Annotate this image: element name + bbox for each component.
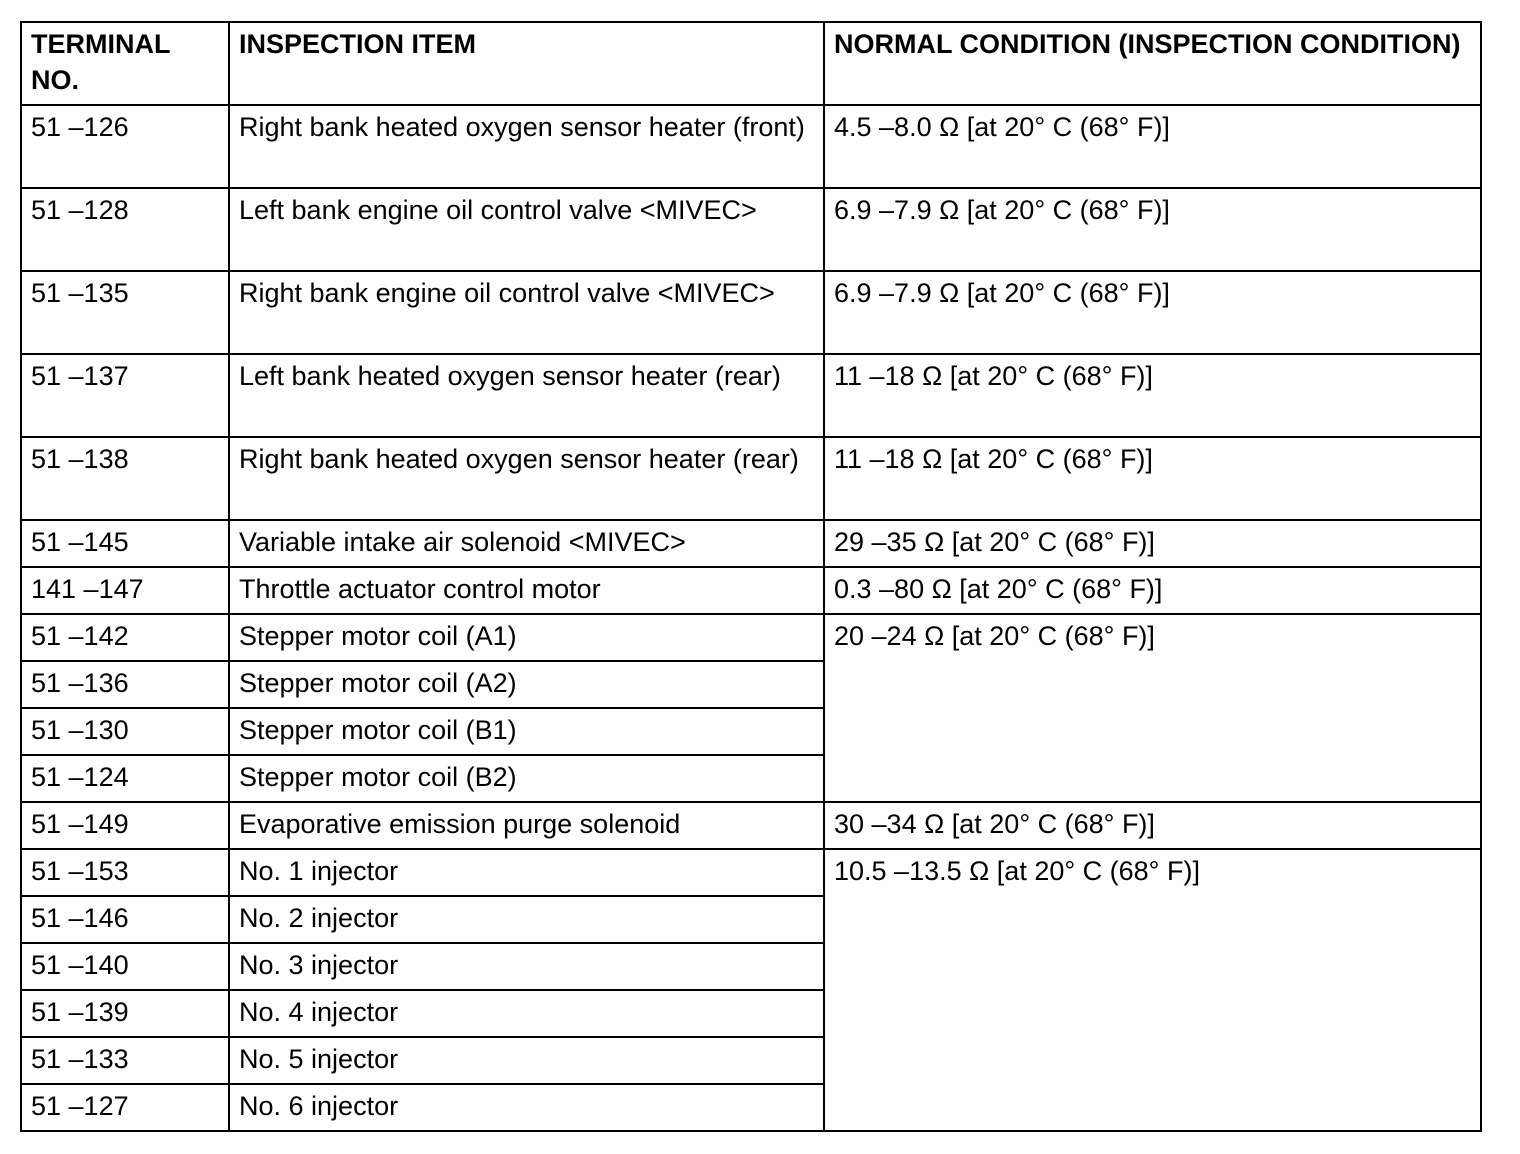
header-normal-condition: NORMAL CONDITION (INSPECTION CONDITION) — [824, 22, 1481, 105]
item-cell: No. 5 injector — [229, 1037, 824, 1084]
condition-cell: 0.3 –80 Ω [at 20° C (68° F)] — [824, 567, 1481, 614]
terminal-cell: 51 –130 — [21, 708, 229, 755]
table-row — [21, 354, 1481, 437]
table-row — [21, 271, 1481, 354]
inspection-sheet — [20, 21, 1480, 1132]
terminal-cell: 141 –147 — [21, 567, 229, 614]
inspection-table — [20, 21, 1482, 1132]
terminal-cell: 51 –137 — [21, 354, 229, 437]
item-cell: Right bank heated oxygen sensor heater (rear) — [229, 437, 824, 520]
terminal-cell: 51 –145 — [21, 520, 229, 567]
condition-cell: 6.9 –7.9 Ω [at 20° C (68° F)] — [824, 188, 1481, 271]
table-row — [21, 567, 1481, 614]
item-cell: Stepper motor coil (B1) — [229, 708, 824, 755]
terminal-cell: 51 –126 — [21, 105, 229, 188]
item-cell: No. 6 injector — [229, 1084, 824, 1131]
item-cell: No. 4 injector — [229, 990, 824, 1037]
table-row — [21, 849, 1481, 896]
table-row — [21, 105, 1481, 188]
table-row — [21, 437, 1481, 520]
terminal-cell: 51 –138 — [21, 437, 229, 520]
terminal-cell: 51 –153 — [21, 849, 229, 896]
condition-cell: 6.9 –7.9 Ω [at 20° C (68° F)] — [824, 271, 1481, 354]
item-cell: Right bank heated oxygen sensor heater (front) — [229, 105, 824, 188]
item-cell: Stepper motor coil (A1) — [229, 614, 824, 661]
table-row — [21, 802, 1481, 849]
terminal-cell: 51 –139 — [21, 990, 229, 1037]
condition-cell: 11 –18 Ω [at 20° C (68° F)] — [824, 354, 1481, 437]
condition-cell-injectors: 10.5 –13.5 Ω [at 20° C (68° F)] — [824, 849, 1481, 1131]
terminal-cell: 51 –128 — [21, 188, 229, 271]
header-inspection-item: INSPECTION ITEM — [229, 22, 824, 105]
condition-cell: 11 –18 Ω [at 20° C (68° F)] — [824, 437, 1481, 520]
table-row — [21, 520, 1481, 567]
terminal-cell: 51 –133 — [21, 1037, 229, 1084]
item-cell: Stepper motor coil (A2) — [229, 661, 824, 708]
item-cell: No. 2 injector — [229, 896, 824, 943]
condition-cell: 4.5 –8.0 Ω [at 20° C (68° F)] — [824, 105, 1481, 188]
terminal-cell: 51 –135 — [21, 271, 229, 354]
terminal-cell: 51 –146 — [21, 896, 229, 943]
condition-cell: 30 –34 Ω [at 20° C (68° F)] — [824, 802, 1481, 849]
terminal-cell: 51 –149 — [21, 802, 229, 849]
header-terminal-no: TERMINAL NO. — [21, 22, 229, 105]
condition-cell-stepper-motor: 20 –24 Ω [at 20° C (68° F)] — [824, 614, 1481, 802]
item-cell: Variable intake air solenoid <MIVEC> — [229, 520, 824, 567]
item-cell: Evaporative emission purge solenoid — [229, 802, 824, 849]
item-cell: Left bank heated oxygen sensor heater (rear) — [229, 354, 824, 437]
terminal-cell: 51 –142 — [21, 614, 229, 661]
item-cell: No. 1 injector — [229, 849, 824, 896]
item-cell: Stepper motor coil (B2) — [229, 755, 824, 802]
terminal-cell: 51 –124 — [21, 755, 229, 802]
condition-cell: 29 –35 Ω [at 20° C (68° F)] — [824, 520, 1481, 567]
item-cell: Right bank engine oil control valve <MIVEC> — [229, 271, 824, 354]
table-row — [21, 614, 1481, 661]
table-header-row — [21, 22, 1481, 105]
item-cell: Left bank engine oil control valve <MIVEC> — [229, 188, 824, 271]
item-cell: No. 3 injector — [229, 943, 824, 990]
terminal-cell: 51 –140 — [21, 943, 229, 990]
item-cell: Throttle actuator control motor — [229, 567, 824, 614]
table-row — [21, 188, 1481, 271]
terminal-cell: 51 –136 — [21, 661, 229, 708]
terminal-cell: 51 –127 — [21, 1084, 229, 1131]
